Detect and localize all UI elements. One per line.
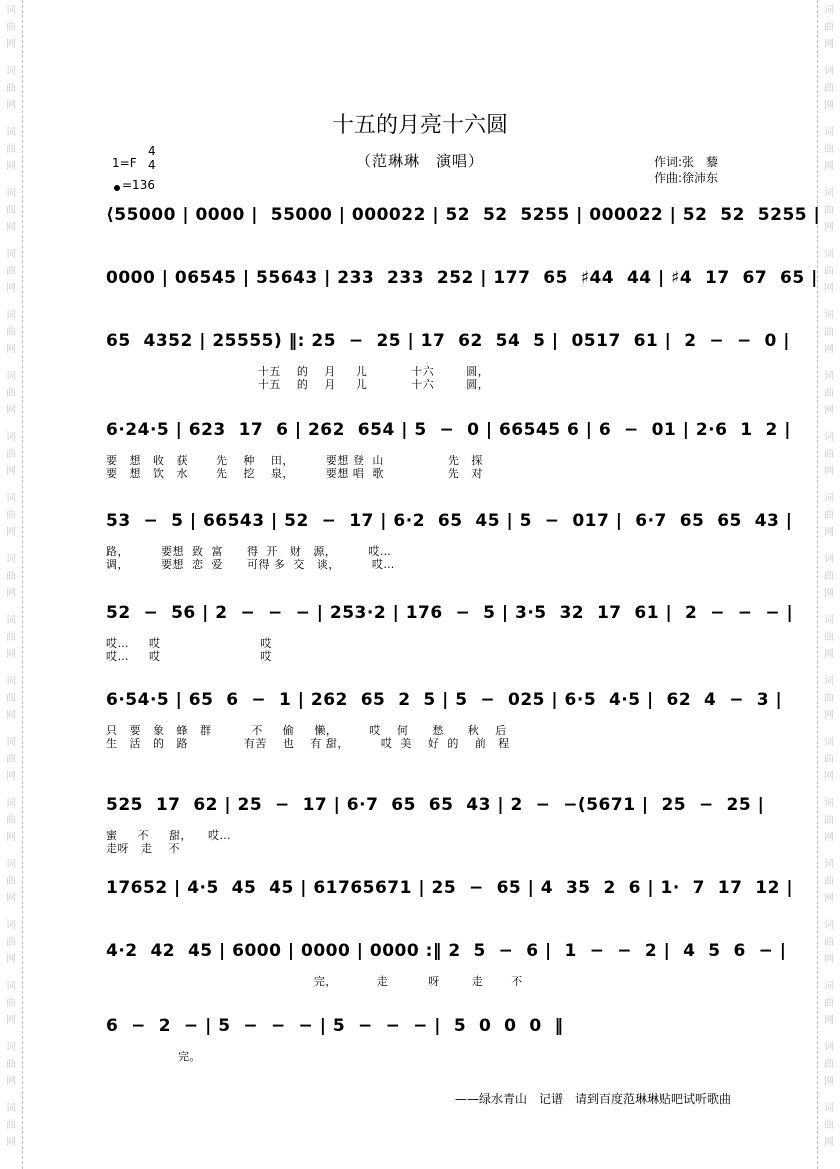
- watermark-text: 词 曲 网: [6, 1042, 16, 1087]
- watermark-text: 词 曲 网: [824, 1103, 834, 1148]
- notation-row: 52 − 56 | 2 − − − | 253·2 | 176 − 5 | 3·5 32 17 61 | 2 − − − |: [106, 603, 794, 623]
- watermark-text: 词 曲 网: [6, 127, 16, 172]
- score-line-6: [0, 603, 840, 699]
- watermark-text: 词 曲 网: [824, 249, 834, 294]
- notation-row: 6 − 2 − | 5 − − − | 5 − − − | 5 0 0 0 ‖: [106, 1016, 564, 1036]
- watermark-text: 词 曲 网: [6, 5, 16, 50]
- watermark-text: 词 曲 网: [824, 981, 834, 1026]
- score-line-4: [0, 420, 840, 516]
- time-signature-top: 4: [148, 144, 156, 158]
- watermark-text: 词 曲 网: [6, 249, 16, 294]
- lyric-verse-2: 要 想 饮 水 先 挖 泉， 要想 唱 歌 先 对: [106, 467, 483, 480]
- watermark-text: 词 曲 网: [824, 615, 834, 660]
- lyric-verse-1: 完。: [106, 1050, 201, 1063]
- watermark-text: 词 曲 网: [6, 676, 16, 721]
- notation-row: 53 − 5 | 66543 | 52 − 17 | 6·2 65 45 | 5 − 017 | 6·7 65 65 43 |: [106, 511, 793, 531]
- notation-row: 6·54·5 | 65 6 − 1 | 262 65 2 5 | 5 − 025 | 6·5 4·5 | 62 4 − 3 |: [106, 690, 783, 710]
- lyric-verse-2: 走呀 走 不: [106, 842, 180, 855]
- notation-row: ⟨55000 | 0000 | 55000 | 000022 | 52 52 5255 | 000022 | 52 52 5255 |: [106, 205, 821, 225]
- tempo-marking: [114, 178, 155, 192]
- watermark-text: 词 曲 网: [824, 371, 834, 416]
- notation-row: 65 4352 | 25555) ‖: 25 − 25 | 17 62 54 5 | 0517 61 | 2 − − 0 |: [106, 331, 791, 351]
- watermark-text: 词 曲 网: [6, 188, 16, 233]
- lyric-verse-2: 调， 要想 恋 爱 可得 多 交 谈， 哎…: [106, 558, 395, 571]
- notation-row: 0000 | 06545 | 55643 | 233 233 252 | 177 65 ♯44 44 | ♯4 17 67 65 |: [106, 268, 818, 288]
- lyric-verse-2: 生 活 的 路 有苦 也 有 甜， 哎 美 好 的 前 程: [106, 737, 510, 750]
- notation-row: 4·2 42 45 | 6000 | 0000 | 0000 :‖ 2 5 − 6 | 1 − − 2 | 4 5 6 − |: [106, 941, 787, 961]
- notation-row: 6·24·5 | 623 17 6 | 262 654 | 5 − 0 | 66545 6 | 6 − 01 | 2·6 1 2 |: [106, 420, 791, 440]
- watermark-text: 词 曲 网: [6, 554, 16, 599]
- watermark-text: 词 曲 网: [6, 66, 16, 111]
- lyric-verse-1: 要 想 收 获 先 种 田， 要想 登 山 先 探: [106, 454, 483, 467]
- song-title: 十五的月亮十六圆: [331, 113, 508, 138]
- watermark-text: 词 曲 网: [6, 310, 16, 355]
- time-signature-bottom: 4: [148, 158, 156, 172]
- footer-credit: ——绿水青山 记谱 请到百度范琳琳贴吧试听歌曲: [455, 1092, 732, 1106]
- watermark-text: 词 曲 网: [6, 371, 16, 416]
- watermark-text: 词 曲 网: [824, 737, 834, 782]
- watermark-text: 词 曲 网: [824, 188, 834, 233]
- watermark-text: 词 曲 网: [6, 432, 16, 477]
- watermark-text: 词 曲 网: [6, 493, 16, 538]
- watermark-text: 词 曲 网: [824, 493, 834, 538]
- watermark-text: 词 曲 网: [824, 66, 834, 111]
- score-line-8: [0, 795, 840, 891]
- time-signature: [148, 144, 156, 172]
- lyric-verse-2: 十五 的 月 儿 十六 圆，: [106, 378, 490, 391]
- notation-row: 17652 | 4·5 45 45 | 61765671 | 25 − 65 | 4 35 2 6 | 1· 7 17 12 |: [106, 878, 794, 898]
- watermark-text: 词 曲 网: [6, 798, 16, 843]
- lyric-verse-1: 只 要 象 蜂 群 不 偷 懒， 哎 何 愁 秋 后: [106, 724, 507, 737]
- key-signature: 1=F: [112, 156, 137, 170]
- watermark-text: 词 曲 网: [824, 5, 834, 50]
- watermark-text: 词 曲 网: [824, 676, 834, 721]
- notation-row: 525 17 62 | 25 − 17 | 6·7 65 65 43 | 2 − −(5671 | 25 − 25 |: [106, 795, 765, 815]
- watermark-text: 词 曲 网: [824, 798, 834, 843]
- lyric-verse-1: 蜜 不 甜， 哎…: [106, 829, 231, 842]
- lyricist-credit: 作词:张 藜: [654, 155, 719, 169]
- tempo-value: =136: [122, 178, 155, 192]
- quarter-note-icon: [114, 185, 120, 191]
- watermark-text: 词 曲 网: [6, 981, 16, 1026]
- watermark-text: 词 曲 网: [824, 432, 834, 477]
- watermark-text: 词 曲 网: [6, 615, 16, 660]
- watermark-text: 词 曲 网: [824, 127, 834, 172]
- watermark-text: 词 曲 网: [824, 554, 834, 599]
- lyric-verse-1: 路， 要想 致 富 得 开 财 源， 哎…: [106, 545, 392, 558]
- watermark-text: 词 曲 网: [6, 920, 16, 965]
- score-line-5: [0, 511, 840, 607]
- composer-credit: 作曲:徐沛东: [654, 171, 719, 185]
- score-line-3: [0, 331, 840, 427]
- song-subtitle: （范琳琳 演唱）: [355, 152, 484, 170]
- score-line-7: [0, 690, 840, 786]
- watermark-text: 词 曲 网: [824, 920, 834, 965]
- watermark-text: 词 曲 网: [6, 1103, 16, 1148]
- lyric-verse-2: 哎… 哎 哎: [106, 650, 272, 663]
- watermark-text: 词 曲 网: [6, 737, 16, 782]
- watermark-text: 词 曲 网: [824, 1042, 834, 1087]
- watermark-text: 词 曲 网: [824, 859, 834, 904]
- lyric-verse-1: 哎… 哎 哎: [106, 637, 272, 650]
- watermark-text: 词 曲 网: [6, 859, 16, 904]
- lyric-verse-1: 十五 的 月 儿 十六 圆，: [106, 365, 490, 378]
- watermark-text: 词 曲 网: [824, 310, 834, 355]
- lyric-verse-1: 完， 走 呀 走 不: [106, 975, 523, 988]
